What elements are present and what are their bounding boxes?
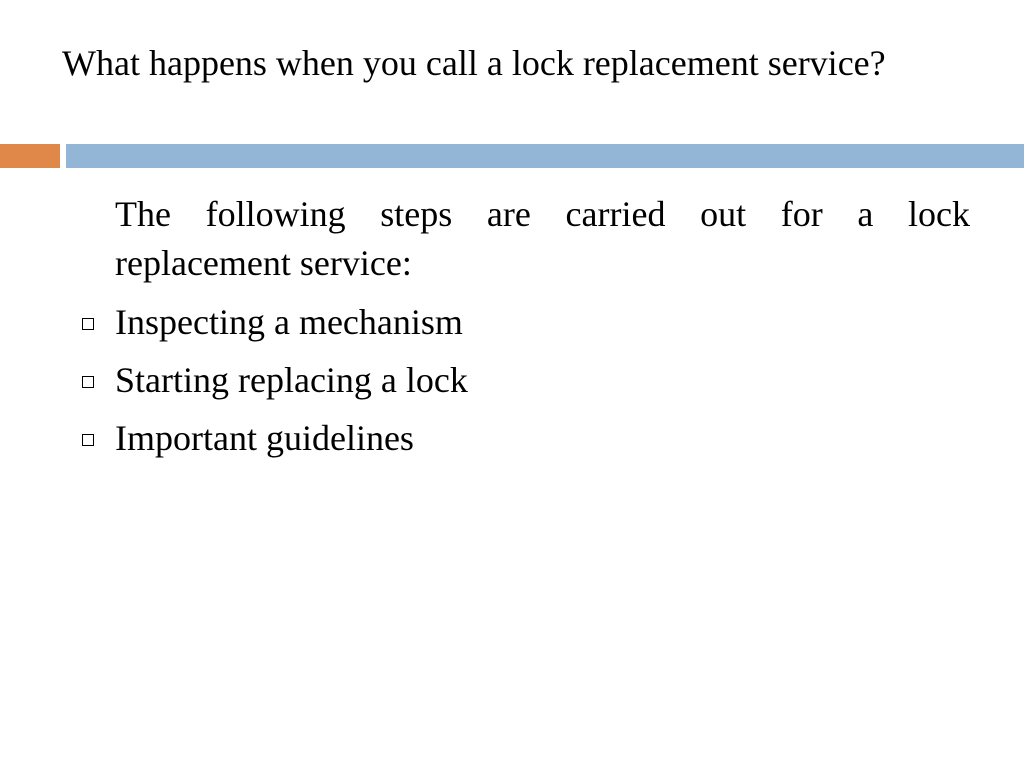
bullet-list bbox=[0, 296, 1024, 470]
intro-paragraph bbox=[115, 190, 970, 288]
list-item bbox=[0, 296, 1024, 354]
slide-title: What happens when you call a lock replacement service? bbox=[62, 43, 886, 83]
title-accent-bar bbox=[0, 144, 60, 168]
title-divider-bar bbox=[66, 144, 1024, 168]
intro-line-1: The following steps are carried out for a lock bbox=[115, 194, 970, 234]
intro-line-2: replacement service: bbox=[115, 243, 412, 283]
hollow-square-icon bbox=[82, 318, 94, 330]
bullet-text: Starting replacing a lock bbox=[115, 360, 468, 400]
bullet-text: Important guidelines bbox=[115, 418, 414, 458]
bullet-text: Inspecting a mechanism bbox=[115, 302, 463, 342]
hollow-square-icon bbox=[82, 434, 94, 446]
hollow-square-icon bbox=[82, 376, 94, 388]
list-item bbox=[0, 412, 1024, 470]
list-item bbox=[0, 354, 1024, 412]
